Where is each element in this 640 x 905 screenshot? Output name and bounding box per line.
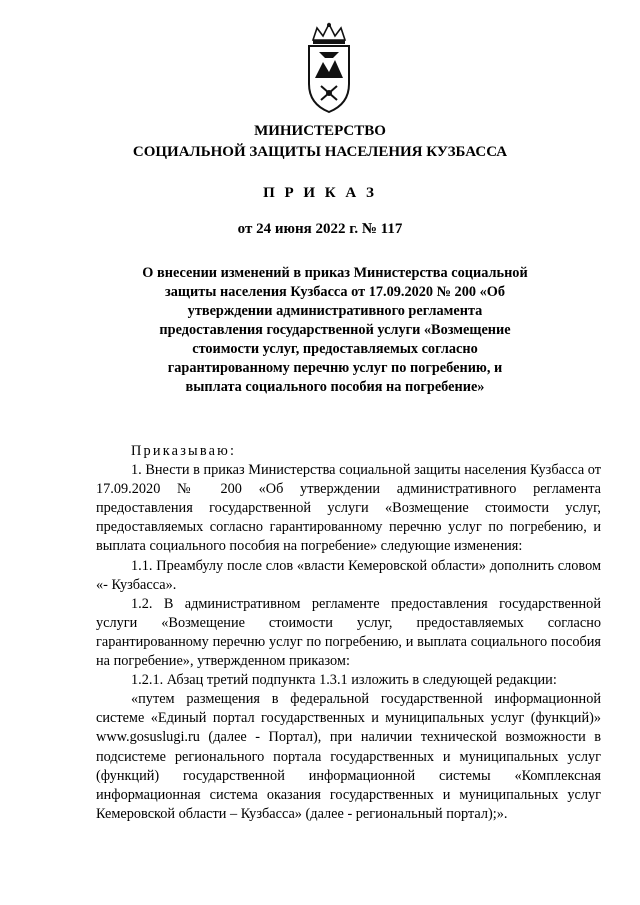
paragraph-1: 1. Внести в приказ Министерства социальной защиты населения Кузбасса от 17.09.2020 № 200 «Об утверждении административного регламента предоставления государственной услуги «Возмещение стоимости услуг, предоставляемых согласно гарантированному перечню услуг по погребению, и выплата социального пособия на погребение» следующие изменения: xyxy=(96,462,601,555)
paragraph-1-1: 1.1. Преамбулу после слов «власти Кемеровской области» дополнить словом «- Кузбасса». xyxy=(96,557,601,593)
paragraph-1-2: 1.2. В административном регламенте предоставления государственной услуги «Возмещение стоимости услуг, предоставляемых согласно гарантированному перечню услуг по погребению, и выплата социального пособия на погребение», утвержденном приказом: xyxy=(96,595,601,670)
ministry-line-2: СОЦИАЛЬНОЙ ЗАЩИТЫ НАСЕЛЕНИЯ КУЗБАССА xyxy=(132,144,508,160)
coat-of-arms-emblem xyxy=(303,22,355,114)
ministry-name xyxy=(0,121,640,163)
order-word: Приказываю: xyxy=(131,443,237,459)
ministry-line-1: МИНИСТЕРСТВО xyxy=(254,123,386,139)
order-date: от 24 июня 2022 г. № 117 xyxy=(237,221,403,237)
order-title: П Р И К А З xyxy=(263,185,377,201)
quoted-paragraph: «путем размещения в федеральной государственной информационной системе «Единый портал государственных и муниципальных услуг (функций)» www.gosuslugi.ru (далее - Портал), при наличии технической возможности в подсистеме регионального портала государственных и муниципальных услуг (функций) государственной информационной системы «Комплексная информационная система оказания государственных и муниципальных услуг Кемеровской области – Кузбасса» (далее - региональный портал);». xyxy=(96,691,601,822)
order-body xyxy=(96,442,601,824)
order-subject: О внесении изменений в приказ Министерства социальной защиты населения Кузбасса от 17.09.2020 № 200 «Об утверждении административного регламента предоставления государственной услуги «Возмещение стоимости услуг, предоставляемых согласно гарантированному перечню услуг по погребению, и выплата социального пособия на погребение» xyxy=(142,265,528,395)
paragraph-1-2-1: 1.2.1. Абзац третий подпункта 1.3.1 изложить в следующей редакции: xyxy=(131,672,557,689)
